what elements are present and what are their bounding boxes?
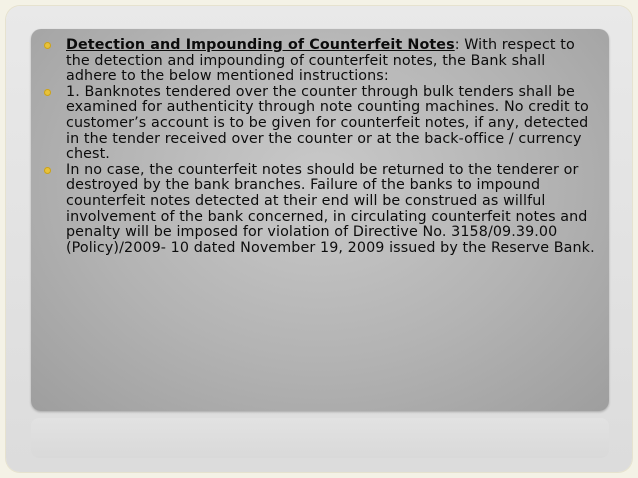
bullet-list xyxy=(44,38,600,256)
bullet-icon xyxy=(44,167,51,174)
bullet-heading: Detection and Impounding of Counterfeit Notes xyxy=(66,37,455,53)
bullet-text: 1. Banknotes tendered over the counter through bulk tenders shall be examined for authenticity through note counting machines. No credit to customer’s account is to be given for counterfeit notes, if any, detected in the tender received over the counter or at the back-office / currency chest. xyxy=(66,83,589,163)
footer-strip xyxy=(31,418,609,458)
bullet-item-no-return xyxy=(44,163,600,257)
bullet-text: : With respect to the detection and impounding of counterfeit notes, the Bank shall adhere to the below mentioned instructions: xyxy=(66,37,575,85)
bullet-item-banknotes xyxy=(44,85,600,163)
bullet-icon xyxy=(44,89,51,96)
bullet-icon xyxy=(44,42,51,49)
bullet-text: In no case, the counterfeit notes should be returned to the tenderer or destroyed by the bank branches. Failure of the banks to impound counterfeit notes detected at their end will be construed as willful involvement of the bank concerned, in circulating counterfeit notes and penalty will be imposed for violation of Directive No. 3158/09.39.00 (Policy)/2009- 10 dated November 19, 2009 issued by the Reserve Bank. xyxy=(66,161,595,256)
bullet-item-detection xyxy=(44,38,600,85)
